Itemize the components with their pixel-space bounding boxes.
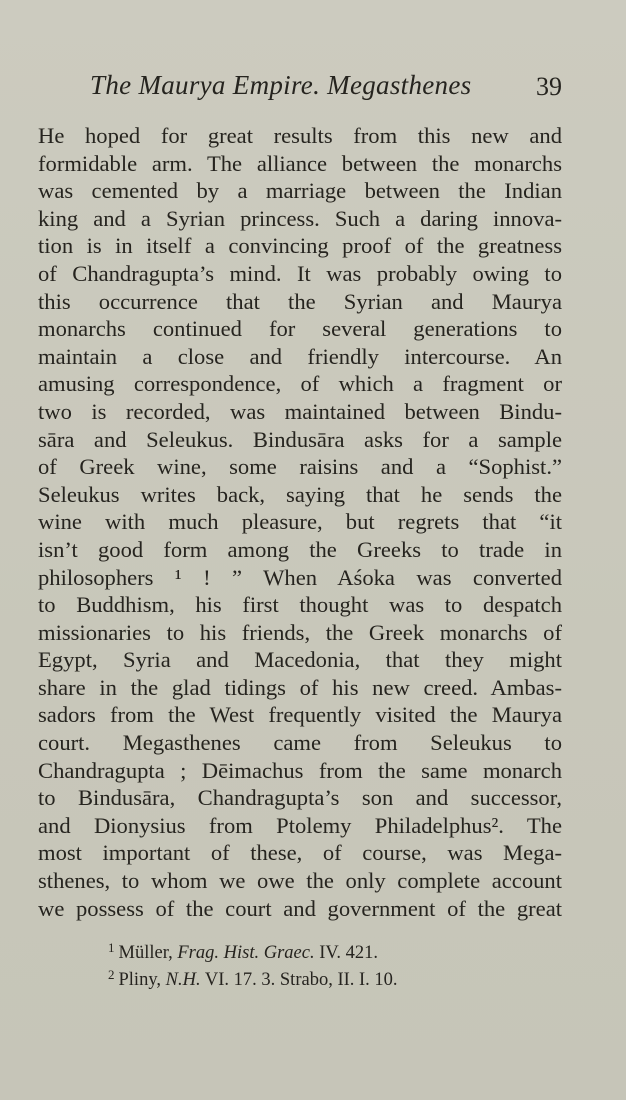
- text-line: court. Megasthenes came from Seleukus to: [38, 730, 562, 756]
- footnote-text: Pliny,: [118, 970, 166, 990]
- footnote-text: Müller,: [118, 943, 178, 963]
- text-line: to Buddhism, his first thought was to despatch: [38, 592, 562, 618]
- text-line: of Greek wine, some raisins and a “Sophist.”: [38, 454, 562, 480]
- text-line: sadors from the West frequently visited the Maurya: [38, 702, 562, 728]
- text-line: wine with much pleasure, but regrets that “it: [38, 509, 562, 535]
- text-line: missionaries to his friends, the Greek monarchs of: [38, 619, 562, 645]
- text-line: amusing correspondence, of which a fragment or: [38, 371, 562, 397]
- text-line: sthenes, to whom we owe the only complete account: [38, 868, 562, 894]
- footnote-text: IV. 421.: [314, 943, 378, 963]
- text-line: formidable arm. The alliance between the monarchs: [38, 150, 562, 176]
- text-line: share in the glad tidings of his new creed. Ambas-: [38, 674, 562, 700]
- page-number: 39: [536, 72, 562, 101]
- text-line: He hoped for great results from this new and: [38, 123, 562, 148]
- footnote: [108, 961, 568, 988]
- text-line: was cemented by a marriage between the Indian: [38, 178, 562, 204]
- footnotes: [108, 934, 568, 988]
- text-line: Seleukus writes back, saying that he sends the: [38, 481, 562, 507]
- body-text: [38, 122, 562, 922]
- running-title: The Maurya Empire. Megasthenes: [90, 70, 472, 100]
- text-line: of Chandragupta’s mind. It was probably owing to: [38, 260, 562, 286]
- text-line: we possess of the court and government of the great: [38, 895, 562, 921]
- text-line: king and a Syrian princess. Such a daring innova-: [38, 205, 562, 231]
- text-line: sāra and Seleukus. Bindusāra asks for a sample: [38, 426, 562, 452]
- footnote-mark: 1: [108, 940, 115, 955]
- text-line: isn’t good form among the Greeks to trade in: [38, 536, 562, 562]
- footnote: [108, 934, 568, 961]
- text-line: maintain a close and friendly intercourse. An: [38, 343, 562, 369]
- footnote-mark: 2: [108, 967, 115, 982]
- footnote-italic: Frag. Hist. Graec.: [177, 943, 315, 963]
- text-line: and Dionysius from Ptolemy Philadelphus². The: [38, 812, 562, 838]
- text-line: this occurrence that the Syrian and Maurya: [38, 288, 562, 314]
- text-line: to Bindusāra, Chandragupta’s son and successor,: [38, 785, 562, 811]
- text-line: most important of these, of course, was Mega-: [38, 840, 562, 866]
- text-line: tion is in itself a convincing proof of the greatness: [38, 233, 562, 259]
- footnote-text: VI. 17. 3. Strabo, II. I. 10.: [200, 970, 398, 990]
- text-line: two is recorded, was maintained between Bindu-: [38, 398, 562, 424]
- text-line: philosophers ¹ ! ” When Aśoka was converted: [38, 564, 562, 590]
- footnote-italic: N.H.: [165, 970, 201, 990]
- text-line: Egypt, Syria and Macedonia, that they might: [38, 647, 562, 673]
- text-line: monarchs continued for several generations to: [38, 316, 562, 342]
- text-line: Chandragupta ; Dēimachus from the same monarch: [38, 757, 562, 783]
- running-header: [38, 70, 564, 110]
